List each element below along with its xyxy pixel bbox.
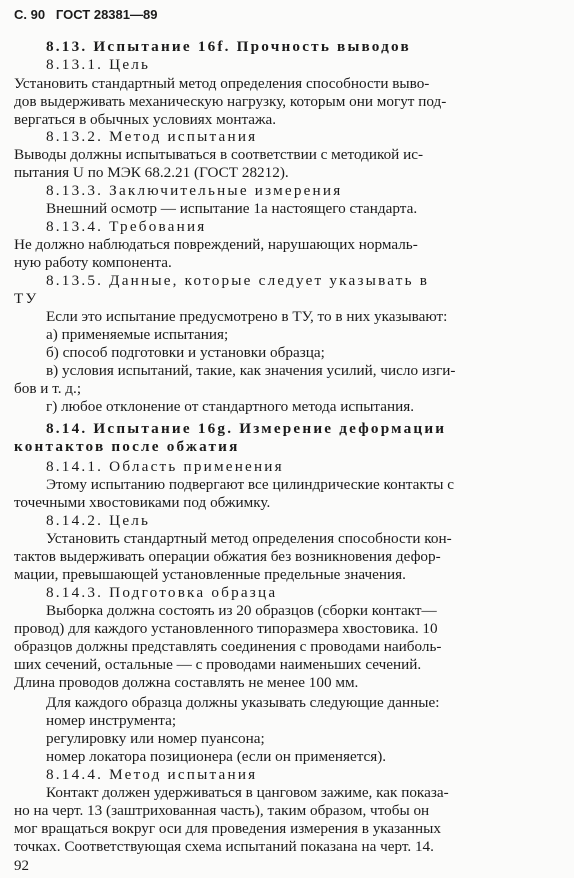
section-8-14-heading-cont: контактов после обжатия (14, 438, 240, 455)
list-item: а) применяемые испытания; (46, 326, 229, 343)
paragraph-line: Установить стандартный метод определения способности выво- (14, 75, 430, 92)
section-8-13-3-heading: 8.13.3. Заключительные измерения (46, 182, 343, 199)
paragraph-line: точечными хвостовиками под обжимку. (14, 494, 271, 511)
paragraph-line: Этому испытанию подвергают все цилиндрические контакты с (46, 476, 454, 493)
paragraph-line: Установить стандартный метод определения способности кон- (46, 530, 452, 547)
section-8-13-heading: 8.13. Испытание 16f. Прочность выводов (46, 38, 411, 55)
paragraph-line: точках. Соответствующая схема испытаний показана на черт. 14. (14, 838, 434, 855)
section-8-13-1-heading: 8.13.1. Цель (46, 56, 151, 73)
standard-number: ГОСТ 28381—89 (55, 7, 158, 22)
paragraph-line: мации, превышающей установленные предельные значения. (14, 566, 406, 583)
page-number: 92 (14, 858, 29, 874)
section-8-14-2-heading: 8.14.2. Цель (46, 512, 151, 529)
paragraph-line: ших сечений, остальные — с проводами наименьших сечений. (14, 656, 422, 673)
section-8-13-5-heading: 8.13.5. Данные, которые следует указывать в (46, 272, 430, 289)
list-item: г) любое отклонение от стандартного метода испытания. (46, 398, 415, 415)
paragraph-line: Внешний осмотр — испытание 1a настоящего стандарта. (46, 200, 418, 217)
paragraph-line: Если это испытание предусмотрено в ТУ, то в них указывают: (46, 308, 448, 325)
section-8-13-2-heading: 8.13.2. Метод испытания (46, 128, 258, 145)
paragraph-line: тактов выдерживать операции обжатия без возникновения дефор- (14, 548, 441, 565)
section-8-13-4-heading: 8.13.4. Требования (46, 218, 207, 235)
paragraph-line: Выводы должны испытываться в соответствии с методикой ис- (14, 146, 424, 163)
section-8-14-3-heading: 8.14.3. Подготовка образца (46, 584, 278, 601)
list-item: номер локатора позиционера (если он применяется). (46, 748, 387, 765)
paragraph-line: Выборка должна состоять из 20 образцов (сборки контакт— (46, 602, 437, 619)
paragraph-line: образцов должны представлять соединения с проводами наиболь- (14, 638, 442, 655)
paragraph-line: пытания U по МЭК 68.2.21 (ГОСТ 28212). (14, 164, 289, 181)
paragraph-line: Не должно наблюдаться повреждений, нарушающих нормаль- (14, 236, 418, 253)
list-item: регулировку или номер пуансона; (46, 730, 265, 747)
page-ref: С. 90 (14, 7, 46, 22)
paragraph-line: Длина проводов должна составлять не менее 100 мм. (14, 674, 359, 691)
paragraph-line: провод) для каждого установленного типоразмера хвостовика. 10 (14, 620, 438, 637)
list-item: в) условия испытаний, такие, как значения усилий, число изги- (46, 362, 456, 379)
list-item: номер инструмента; (46, 712, 177, 729)
paragraph-line: но на черт. 13 (заштрихованная часть), таким образом, чтобы он (14, 802, 430, 819)
section-8-14-1-heading: 8.14.1. Область применения (46, 458, 284, 475)
list-item-cont: бов и т. д.; (14, 380, 82, 397)
list-item: б) способ подготовки и установки образца; (46, 344, 325, 361)
paragraph-line: ную работу компонента. (14, 254, 172, 271)
page-header (14, 6, 157, 24)
section-8-14-4-heading: 8.14.4. Метод испытания (46, 766, 258, 783)
paragraph-line: Для каждого образца должны указывать следующие данные: (46, 694, 440, 711)
section-8-14-heading: 8.14. Испытание 16g. Измерение деформации (46, 420, 447, 437)
section-8-13-5-heading-cont: ТУ (14, 290, 39, 307)
paragraph-line: вергаться в обычных условиях монтажа. (14, 111, 277, 128)
paragraph-line: мог вращаться вокруг оси для проведения измерения в указанных (14, 820, 441, 837)
paragraph-line: Контакт должен удерживаться в цанговом зажиме, как показа- (46, 784, 449, 801)
paragraph-line: дов выдерживать механическую нагрузку, которым они могут под- (14, 93, 447, 110)
